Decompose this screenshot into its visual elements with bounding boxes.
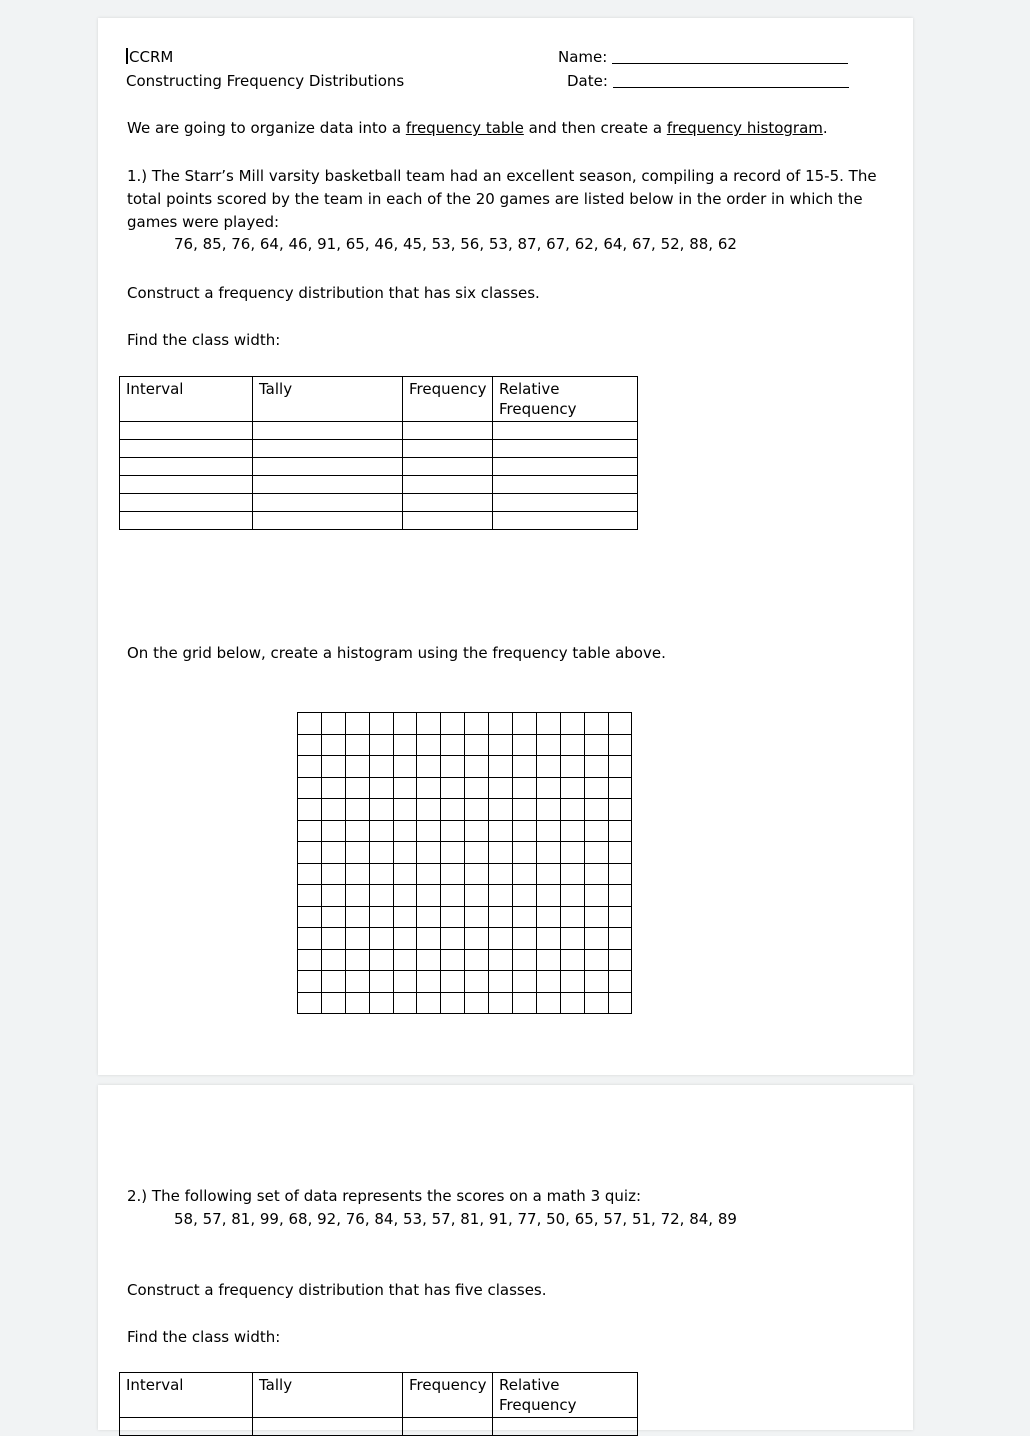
intro-suffix: .: [822, 119, 828, 137]
grid-cell[interactable]: [298, 928, 322, 950]
table-row: [120, 440, 638, 458]
grid-cell[interactable]: [321, 734, 345, 756]
grid-cell[interactable]: [536, 756, 560, 778]
grid-row: [298, 863, 632, 885]
grid-row: [298, 949, 632, 971]
grid-cell[interactable]: [417, 713, 441, 735]
grid-cell[interactable]: [513, 949, 537, 971]
grid-cell[interactable]: [321, 928, 345, 950]
grid-cell[interactable]: [584, 713, 608, 735]
grid-cell[interactable]: [298, 820, 322, 842]
grid-cell[interactable]: [417, 885, 441, 907]
text-cursor: [126, 48, 128, 64]
table-cell[interactable]: [403, 1418, 493, 1436]
grid-cell[interactable]: [513, 992, 537, 1014]
grid-cell[interactable]: [298, 713, 322, 735]
grid-cell[interactable]: [489, 713, 513, 735]
table-cell[interactable]: [253, 458, 403, 476]
grid-cell[interactable]: [489, 971, 513, 993]
header-relative-frequency: Relative Frequency: [493, 377, 638, 422]
grid-cell[interactable]: [536, 713, 560, 735]
grid-cell[interactable]: [298, 949, 322, 971]
question-1-instruction: Construct a frequency distribution that has six classes.: [127, 284, 540, 302]
grid-cell[interactable]: [584, 928, 608, 950]
grid-cell[interactable]: [489, 842, 513, 864]
grid-cell[interactable]: [608, 734, 632, 756]
header-interval: Interval: [120, 377, 253, 422]
grid-cell[interactable]: [345, 906, 369, 928]
grid-cell[interactable]: [441, 906, 465, 928]
grid-cell[interactable]: [298, 863, 322, 885]
grid-cell[interactable]: [608, 756, 632, 778]
grid-cell[interactable]: [536, 820, 560, 842]
grid-row: [298, 777, 632, 799]
header-frequency: Frequency: [403, 1373, 493, 1418]
grid-cell[interactable]: [536, 928, 560, 950]
name-label: Name:: [558, 48, 608, 66]
grid-cell[interactable]: [560, 734, 584, 756]
grid-cell[interactable]: [369, 842, 393, 864]
table-cell[interactable]: [493, 1418, 638, 1436]
grid-cell[interactable]: [345, 756, 369, 778]
grid-cell[interactable]: [608, 799, 632, 821]
grid-cell[interactable]: [536, 992, 560, 1014]
grid-cell[interactable]: [417, 928, 441, 950]
question-2-text: 2.) The following set of data represents the scores on a math 3 quiz:: [127, 1187, 642, 1205]
grid-cell[interactable]: [441, 756, 465, 778]
grid-cell[interactable]: [560, 906, 584, 928]
table-cell[interactable]: [120, 494, 253, 512]
grid-cell[interactable]: [608, 842, 632, 864]
grid-cell[interactable]: [298, 842, 322, 864]
grid-cell[interactable]: [560, 799, 584, 821]
table-cell[interactable]: [493, 512, 638, 530]
table-cell[interactable]: [253, 1418, 403, 1436]
grid-cell[interactable]: [489, 734, 513, 756]
grid-cell[interactable]: [417, 992, 441, 1014]
grid-row: [298, 842, 632, 864]
grid-cell[interactable]: [465, 713, 489, 735]
table-cell[interactable]: [120, 458, 253, 476]
grid-cell[interactable]: [298, 906, 322, 928]
table-cell[interactable]: [403, 494, 493, 512]
grid-cell[interactable]: [489, 777, 513, 799]
frequency-table-2: [119, 1372, 638, 1436]
grid-cell[interactable]: [560, 820, 584, 842]
grid-cell[interactable]: [536, 971, 560, 993]
grid-cell[interactable]: [417, 971, 441, 993]
grid-row: [298, 713, 632, 735]
grid-cell[interactable]: [441, 734, 465, 756]
header-tally: Tally: [253, 1373, 403, 1418]
table-cell[interactable]: [253, 440, 403, 458]
grid-cell[interactable]: [584, 906, 608, 928]
header-frequency: Frequency: [403, 377, 493, 422]
grid-row: [298, 820, 632, 842]
grid-cell[interactable]: [369, 906, 393, 928]
question-2-instruction: Construct a frequency distribution that has five classes.: [127, 1281, 547, 1299]
table-cell[interactable]: [120, 476, 253, 494]
grid-cell[interactable]: [441, 842, 465, 864]
grid-cell[interactable]: [417, 756, 441, 778]
grid-cell[interactable]: [369, 734, 393, 756]
grid-cell[interactable]: [441, 992, 465, 1014]
course-code[interactable]: [126, 48, 173, 66]
grid-cell[interactable]: [345, 885, 369, 907]
grid-cell[interactable]: [417, 820, 441, 842]
grid-cell[interactable]: [560, 949, 584, 971]
grid-cell[interactable]: [465, 928, 489, 950]
name-blank: [612, 49, 848, 64]
table-cell[interactable]: [253, 476, 403, 494]
grid-cell[interactable]: [584, 842, 608, 864]
grid-cell[interactable]: [465, 885, 489, 907]
table-row: [120, 458, 638, 476]
grid-cell[interactable]: [465, 863, 489, 885]
question-1-data: 76, 85, 76, 64, 46, 91, 65, 46, 45, 53, 56, 53, 87, 67, 62, 64, 67, 52, 88, 62: [174, 235, 737, 253]
grid-cell[interactable]: [417, 777, 441, 799]
grid-cell[interactable]: [441, 820, 465, 842]
grid-cell[interactable]: [584, 863, 608, 885]
grid-cell[interactable]: [536, 799, 560, 821]
grid-cell[interactable]: [465, 842, 489, 864]
grid-cell[interactable]: [608, 928, 632, 950]
grid-cell[interactable]: [608, 906, 632, 928]
grid-cell[interactable]: [513, 842, 537, 864]
grid-cell[interactable]: [465, 906, 489, 928]
grid-cell[interactable]: [369, 949, 393, 971]
grid-row: [298, 734, 632, 756]
grid-cell[interactable]: [321, 777, 345, 799]
grid-cell[interactable]: [393, 820, 417, 842]
header-interval: Interval: [120, 1373, 253, 1418]
grid-cell[interactable]: [513, 971, 537, 993]
grid-cell[interactable]: [441, 971, 465, 993]
grid-cell[interactable]: [584, 971, 608, 993]
grid-cell[interactable]: [465, 734, 489, 756]
question-1-text: 1.) The Starr’s Mill varsity basketball team had an excellent season, compiling a record of 15-5. The total points scored by the team in each of the 20 games are listed below in the order in which the games were played:: [127, 167, 877, 231]
grid-cell[interactable]: [345, 971, 369, 993]
table-cell[interactable]: [493, 440, 638, 458]
grid-cell[interactable]: [298, 777, 322, 799]
grid-cell[interactable]: [513, 863, 537, 885]
grid-cell[interactable]: [369, 799, 393, 821]
grid-cell[interactable]: [489, 992, 513, 1014]
grid-cell[interactable]: [584, 949, 608, 971]
grid-cell[interactable]: [369, 820, 393, 842]
grid-cell[interactable]: [417, 906, 441, 928]
grid-cell[interactable]: [393, 863, 417, 885]
grid-cell[interactable]: [608, 949, 632, 971]
grid-cell[interactable]: [298, 756, 322, 778]
grid-cell[interactable]: [560, 992, 584, 1014]
grid-cell[interactable]: [489, 799, 513, 821]
grid-cell[interactable]: [584, 799, 608, 821]
grid-cell[interactable]: [513, 734, 537, 756]
grid-cell[interactable]: [321, 863, 345, 885]
grid-cell[interactable]: [513, 713, 537, 735]
grid-cell[interactable]: [321, 885, 345, 907]
grid-cell[interactable]: [489, 928, 513, 950]
grid-cell[interactable]: [345, 928, 369, 950]
grid-cell[interactable]: [369, 756, 393, 778]
grid-cell[interactable]: [608, 863, 632, 885]
grid-cell[interactable]: [584, 756, 608, 778]
grid-cell[interactable]: [393, 928, 417, 950]
grid-cell[interactable]: [321, 906, 345, 928]
grid-cell[interactable]: [536, 949, 560, 971]
header-tally: Tally: [253, 377, 403, 422]
grid-cell[interactable]: [417, 799, 441, 821]
grid-cell[interactable]: [441, 949, 465, 971]
question-1-class-width: Find the class width:: [127, 331, 281, 349]
table-row: [120, 494, 638, 512]
grid-cell[interactable]: [393, 799, 417, 821]
date-label: Date:: [567, 72, 608, 90]
grid-cell[interactable]: [608, 713, 632, 735]
grid-cell[interactable]: [560, 756, 584, 778]
grid-cell[interactable]: [513, 928, 537, 950]
grid-cell[interactable]: [393, 906, 417, 928]
grid-cell[interactable]: [513, 799, 537, 821]
grid-cell[interactable]: [560, 863, 584, 885]
grid-cell[interactable]: [345, 734, 369, 756]
grid-cell[interactable]: [560, 713, 584, 735]
grid-cell[interactable]: [536, 906, 560, 928]
grid-cell[interactable]: [465, 949, 489, 971]
document-page-2: [98, 1085, 913, 1430]
frequency-table-1: [119, 376, 638, 530]
grid-cell[interactable]: [417, 842, 441, 864]
grid-cell[interactable]: [345, 949, 369, 971]
course-code-text: CCRM: [129, 48, 174, 66]
grid-cell[interactable]: [417, 863, 441, 885]
grid-cell[interactable]: [321, 799, 345, 821]
table-row: [120, 422, 638, 440]
grid-cell[interactable]: [536, 734, 560, 756]
grid-cell[interactable]: [393, 992, 417, 1014]
grid-cell[interactable]: [465, 971, 489, 993]
grid-cell[interactable]: [608, 885, 632, 907]
table-cell[interactable]: [493, 458, 638, 476]
grid-cell[interactable]: [584, 820, 608, 842]
grid-cell[interactable]: [465, 799, 489, 821]
question-2-class-width: Find the class width:: [127, 1328, 281, 1346]
grid-cell[interactable]: [321, 842, 345, 864]
name-line: [558, 48, 848, 66]
grid-cell[interactable]: [513, 885, 537, 907]
grid-cell[interactable]: [489, 820, 513, 842]
grid-cell[interactable]: [298, 885, 322, 907]
grid-cell[interactable]: [560, 842, 584, 864]
grid-cell[interactable]: [513, 777, 537, 799]
grid-cell[interactable]: [369, 777, 393, 799]
grid-cell[interactable]: [298, 971, 322, 993]
header-relative-frequency: Relative Frequency: [493, 1373, 638, 1418]
grid-cell[interactable]: [298, 799, 322, 821]
grid-cell[interactable]: [441, 885, 465, 907]
grid-cell[interactable]: [393, 885, 417, 907]
grid-cell[interactable]: [441, 777, 465, 799]
table-cell[interactable]: [403, 440, 493, 458]
grid-cell[interactable]: [369, 713, 393, 735]
table-cell[interactable]: [120, 440, 253, 458]
grid-cell[interactable]: [465, 777, 489, 799]
grid-cell[interactable]: [465, 756, 489, 778]
grid-row: [298, 928, 632, 950]
table-row: [120, 1418, 638, 1436]
grid-cell[interactable]: [489, 885, 513, 907]
grid-cell[interactable]: [345, 820, 369, 842]
grid-cell[interactable]: [369, 928, 393, 950]
grid-cell[interactable]: [393, 949, 417, 971]
grid-cell[interactable]: [321, 971, 345, 993]
table-cell[interactable]: [403, 458, 493, 476]
term-frequency-histogram: frequency histogram: [666, 119, 823, 137]
grid-cell[interactable]: [369, 885, 393, 907]
grid-row: [298, 906, 632, 928]
table-cell[interactable]: [253, 512, 403, 530]
grid-cell[interactable]: [560, 928, 584, 950]
grid-cell[interactable]: [393, 734, 417, 756]
grid-cell[interactable]: [393, 842, 417, 864]
grid-cell[interactable]: [465, 992, 489, 1014]
term-frequency-table: frequency table: [405, 119, 524, 137]
table-cell[interactable]: [120, 1418, 253, 1436]
grid-cell[interactable]: [513, 756, 537, 778]
table-cell[interactable]: [493, 494, 638, 512]
grid-cell[interactable]: [584, 885, 608, 907]
grid-cell[interactable]: [369, 863, 393, 885]
grid-cell[interactable]: [441, 799, 465, 821]
grid-cell[interactable]: [345, 799, 369, 821]
intro-prefix: We are going to organize data into a: [127, 119, 406, 137]
table-cell[interactable]: [253, 494, 403, 512]
grid-cell[interactable]: [489, 756, 513, 778]
histogram-grid[interactable]: [297, 712, 632, 1014]
grid-cell[interactable]: [584, 777, 608, 799]
table-row: [120, 476, 638, 494]
grid-cell[interactable]: [321, 992, 345, 1014]
grid-cell[interactable]: [393, 971, 417, 993]
table-row: [120, 512, 638, 530]
grid-cell[interactable]: [608, 992, 632, 1014]
grid-cell[interactable]: [417, 734, 441, 756]
grid-cell[interactable]: [489, 949, 513, 971]
grid-cell[interactable]: [298, 992, 322, 1014]
grid-row: [298, 799, 632, 821]
date-line: [567, 72, 849, 90]
table-cell[interactable]: [403, 512, 493, 530]
grid-cell[interactable]: [441, 928, 465, 950]
grid-cell[interactable]: [321, 756, 345, 778]
grid-row: [298, 971, 632, 993]
table-cell[interactable]: [493, 476, 638, 494]
grid-cell[interactable]: [393, 777, 417, 799]
grid-cell[interactable]: [513, 906, 537, 928]
grid-cell[interactable]: [560, 777, 584, 799]
question-2-data: 58, 57, 81, 99, 68, 92, 76, 84, 53, 57, 81, 91, 77, 50, 65, 57, 51, 72, 84, 89: [174, 1210, 737, 1228]
histogram-instruction: On the grid below, create a histogram using the frequency table above.: [127, 644, 666, 662]
grid-cell[interactable]: [417, 949, 441, 971]
grid-cell[interactable]: [321, 820, 345, 842]
grid-cell[interactable]: [345, 992, 369, 1014]
grid-cell[interactable]: [608, 777, 632, 799]
intro-middle: and then create a: [523, 119, 667, 137]
grid-cell[interactable]: [345, 842, 369, 864]
document-page-1: [98, 18, 913, 1075]
table-cell[interactable]: [403, 476, 493, 494]
grid-cell[interactable]: [393, 713, 417, 735]
grid-cell[interactable]: [345, 713, 369, 735]
table-cell[interactable]: [120, 512, 253, 530]
grid-cell[interactable]: [560, 971, 584, 993]
grid-row: [298, 885, 632, 907]
grid-cell[interactable]: [465, 820, 489, 842]
grid-cell[interactable]: [513, 820, 537, 842]
grid-cell[interactable]: [536, 842, 560, 864]
date-blank: [613, 73, 849, 88]
grid-cell[interactable]: [536, 863, 560, 885]
grid-cell[interactable]: [345, 863, 369, 885]
table-cell[interactable]: [403, 422, 493, 440]
grid-cell[interactable]: [369, 971, 393, 993]
worksheet-title: Constructing Frequency Distributions: [126, 72, 405, 90]
grid-cell[interactable]: [441, 863, 465, 885]
grid-row: [298, 756, 632, 778]
grid-cell[interactable]: [321, 713, 345, 735]
grid-cell[interactable]: [584, 734, 608, 756]
intro-sentence: [127, 119, 828, 137]
grid-cell[interactable]: [489, 863, 513, 885]
grid-cell[interactable]: [321, 949, 345, 971]
grid-cell[interactable]: [298, 734, 322, 756]
grid-cell[interactable]: [584, 992, 608, 1014]
grid-cell[interactable]: [536, 885, 560, 907]
table-cell[interactable]: [120, 422, 253, 440]
grid-cell[interactable]: [608, 971, 632, 993]
grid-cell[interactable]: [393, 756, 417, 778]
table-cell[interactable]: [253, 422, 403, 440]
grid-cell[interactable]: [536, 777, 560, 799]
grid-cell[interactable]: [369, 992, 393, 1014]
grid-cell[interactable]: [345, 777, 369, 799]
grid-cell[interactable]: [560, 885, 584, 907]
table-cell[interactable]: [493, 422, 638, 440]
grid-cell[interactable]: [608, 820, 632, 842]
grid-row: [298, 992, 632, 1014]
grid-cell[interactable]: [441, 713, 465, 735]
grid-cell[interactable]: [489, 906, 513, 928]
